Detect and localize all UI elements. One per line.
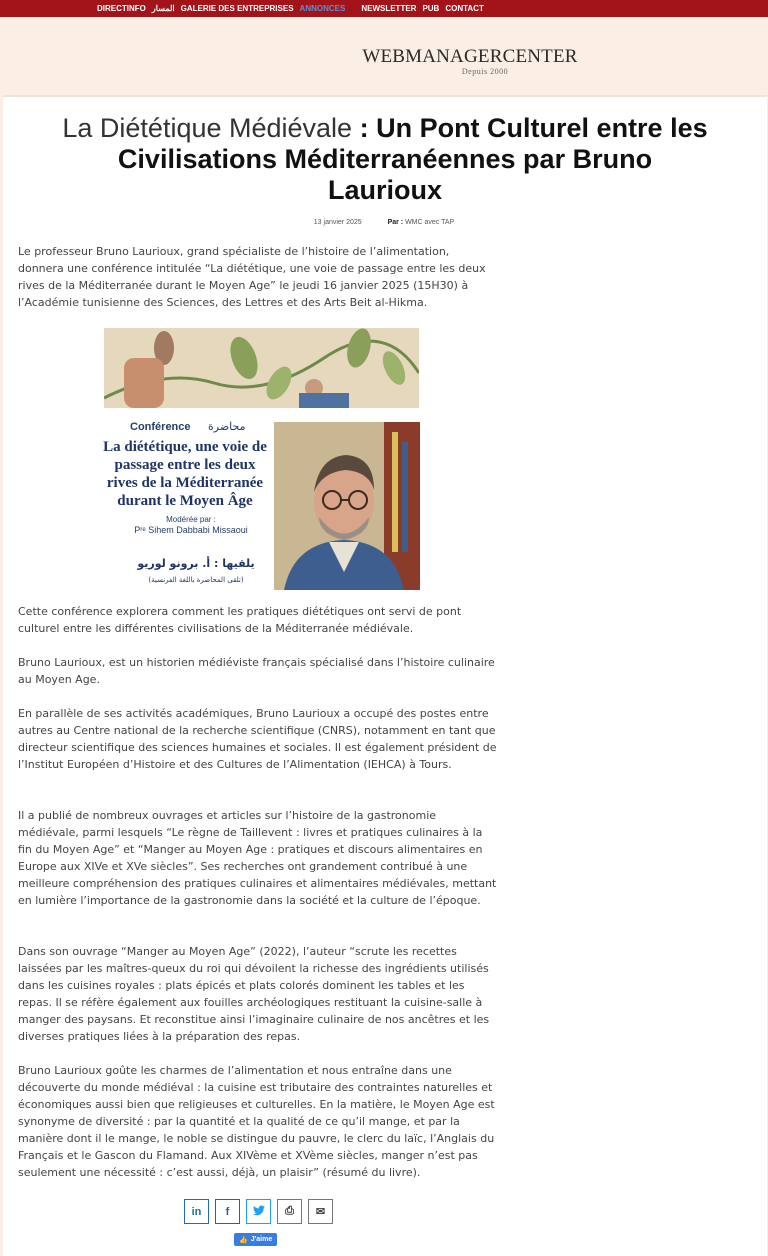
poster-conference-fr: Conférence bbox=[130, 421, 191, 433]
paragraph-4: En parallèle de ses activités académiques, Bruno Laurioux a occupé des postes entre autres au Centre national de la recherche scientifique (CNRS), notamment en tant que directeur scientifique des sciences humaines et sociales. Il est également président de l’Institut Européen d’Histoire et des Cultures de l’Alimentation (IEHCA) à Tours. bbox=[18, 707, 497, 771]
poster-moderation bbox=[116, 514, 266, 536]
title-bold: : Un Pont Culturel entre les Civilisations Méditerranéennes par Bruno Laurioux bbox=[117, 113, 708, 205]
paragraph-2: Cette conférence explorera comment les pratiques diététiques ont servi de pont culturel entre les différentes civilisations de la Méditerranée médiévale. bbox=[18, 605, 462, 635]
email-share-button[interactable] bbox=[308, 1199, 333, 1224]
nav-almasar[interactable]: المسار bbox=[151, 4, 175, 13]
paragraph-5: Il a publié de nombreux ouvrages et articles sur l’histoire de la gastronomie médiévale, parmi lesquels “Le règne de Taillevent : livres et pratiques culinaires à la fin du Moyen Age” et “Manger au Moyen Age : pratiques et discours alimentaires en Europe aux XIVe et XVe siècles”. Ses recherches ont grandement contribué à une meilleure compréhension des pratiques culinaires et alimentaires médiévales, mettant en lumière l’importance de la gastronomie dans la société et la culture de l’époque. bbox=[18, 809, 497, 907]
nav-pub[interactable]: PUB bbox=[422, 4, 440, 13]
nav-annonces[interactable]: ANNONCES bbox=[299, 4, 346, 13]
share-bar bbox=[184, 1199, 333, 1224]
medieval-illustration bbox=[104, 328, 419, 408]
twitter-share-button[interactable] bbox=[246, 1199, 271, 1224]
article-date: 13 janvier 2025 bbox=[313, 219, 362, 226]
print-button[interactable] bbox=[277, 1199, 302, 1224]
nav-directinfo[interactable]: DIRECTINFO bbox=[97, 4, 146, 13]
facebook-icon: f bbox=[225, 1205, 230, 1218]
masthead bbox=[0, 17, 768, 95]
paragraph-7: Bruno Laurioux goûte les charmes de l’alimentation et nous entraîne dans une découverte du monde médiéval : la cuisine est tributaire des contraintes naturelles et économiques aussi bien que religieuses et culturelles. En la matière, le Moyen Age est synonyme de diversité : par la quantité et la qualité de ce qu’il mange, et par la manière dont il le mange, le noble se distingue du pauvre, le clerc du laïc, l’Anglais du Français et le Gascon du Flamand. Aux XIVème et XVème siècles, manger n’est pas seulement une nécessité : c’est aussi, déjà, un plaisir” (résumé du livre). bbox=[18, 1064, 495, 1179]
by-label: Par : bbox=[387, 219, 404, 226]
nav-newsletter[interactable]: NEWSLETTER bbox=[361, 4, 417, 13]
speaker-portrait bbox=[274, 422, 420, 590]
article-author: WMC avec TAP bbox=[405, 219, 455, 226]
poster-moderator: Pʳᵉ Sihem Dabbabi Missaoui bbox=[134, 525, 248, 535]
thumbs-up-icon: 👍 bbox=[239, 1236, 248, 1244]
linkedin-icon: in bbox=[191, 1205, 202, 1218]
facebook-share-button[interactable] bbox=[215, 1199, 240, 1224]
like-label: J'aime bbox=[250, 1236, 273, 1243]
logo-name: WEBMANAGERCENTER bbox=[362, 46, 578, 67]
poster-note-ar: (تلقى المحاضرة باللغة الفرنسية) bbox=[148, 576, 244, 584]
linkedin-share-button[interactable] bbox=[184, 1199, 209, 1224]
email-icon: ✉ bbox=[315, 1206, 326, 1218]
nav-galerie[interactable]: GALERIE DES ENTREPRISES bbox=[180, 4, 294, 13]
logo-tagline: Depuis 2000 bbox=[461, 67, 509, 76]
paragraph-1: Le professeur Bruno Laurioux, grand spécialiste de l’histoire de l’alimentation, donnera une conférence intitulée “La diététique, une voie de passage entre les deux rives de la Méditerranée durant le Moyen Age” le jeudi 16 janvier 2025 (15H30) à l’Académie tunisienne des Sciences, des Lettres et des Arts Beit al-Hikma. bbox=[18, 245, 486, 309]
paragraph-6: Dans son ouvrage “Manger au Moyen Age” (2022), l’auteur “scrute les recettes laissées par les maîtres-queux du roi qui dévoilent la richesse des ingrédients utilisés dans les cuisines royales : plats épicés et plats colorés dominent les tables et les repas. Il se réfère également aux fouilles archéologiques restituant la cuisine-salle à manger des paysans. Et reconstitue ainsi l’imaginaire culinaire de nos ancêtres et les diverses pratiques liées à la préparation des repas. bbox=[18, 945, 490, 1043]
poster-moderated-label: Modérée par : bbox=[166, 515, 216, 524]
article-meta bbox=[0, 219, 768, 226]
top-nav bbox=[97, 0, 484, 17]
title-light: La Diététique Médiévale bbox=[62, 113, 353, 143]
nav-contact[interactable]: CONTACT bbox=[445, 4, 484, 13]
conference-poster-image bbox=[36, 328, 479, 590]
print-icon: ⎙ bbox=[285, 1205, 294, 1217]
site-logo[interactable] bbox=[360, 47, 580, 76]
poster-title: La diététique, une voie de passage entre les deux rives de la Méditerranée durant le Moyen Âge bbox=[103, 439, 267, 509]
article-title bbox=[60, 113, 710, 206]
poster-conference-ar: محاضرة bbox=[208, 420, 246, 433]
paragraph-3: Bruno Laurioux, est un historien médiéviste français spécialisé dans l’histoire culinaire au Moyen Age. bbox=[18, 656, 495, 686]
top-nav-bar bbox=[0, 0, 768, 17]
poster-speaker-ar: يلقيها : أ. برونو لوريو bbox=[137, 557, 255, 570]
twitter-icon bbox=[253, 1205, 265, 1219]
facebook-like-button[interactable] bbox=[234, 1233, 277, 1246]
